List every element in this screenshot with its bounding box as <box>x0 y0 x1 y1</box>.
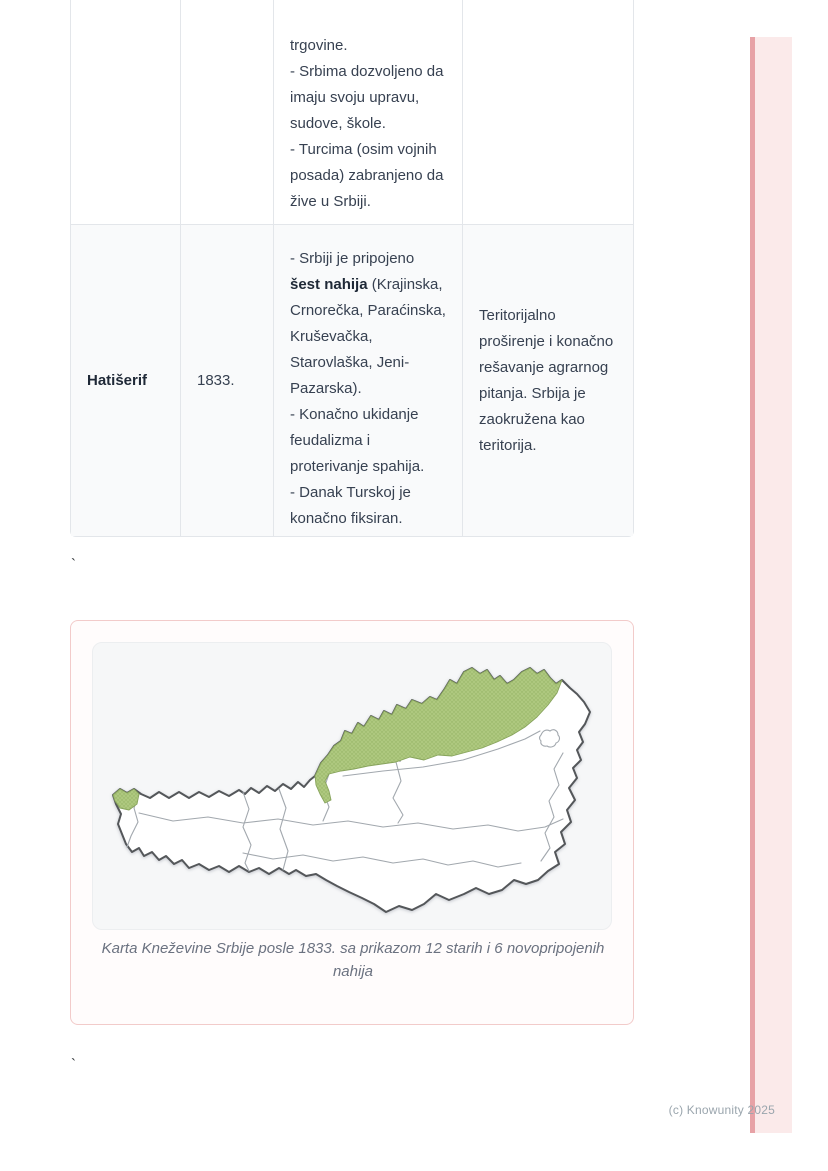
annotation-stripe <box>750 37 792 1133</box>
backtick-mark: ` <box>71 1056 76 1073</box>
map-image-card <box>92 642 612 930</box>
figure-caption: Karta Kneževine Srbije posle 1833. sa prikazom 12 starih i 6 novopripojenih nahija <box>101 940 605 980</box>
watermark-text: (c) Knowunity 2025 <box>668 1103 775 1117</box>
table-cell-significance <box>463 225 633 536</box>
table-cell-year <box>181 225 274 536</box>
event-name: Hatišerif <box>87 371 148 389</box>
table-cell-significance <box>463 0 633 225</box>
table-cell-name <box>71 0 181 225</box>
significance-text: Teritorijalno proširenje i konačno rešavanje agrarnog pitanja. Srbija je zaokružena kao teritorija. <box>479 306 614 454</box>
history-table <box>70 0 634 537</box>
details-text: - Srbiji je pripojeno šest nahija (Krajinska, Crnorečka, Paraćinska, Kruševačka, Starovlaška, Jeni- Pazarska). - Konačno ukidanje feudalizma i proterivanje spahija. - Danak Turskoj je konačno fiksiran. <box>290 250 446 527</box>
details-text: trgovine. - Srbima dozvoljeno da imaju svoju upravu, sudove, škole. - Turcima (osim vojnih posada) zabranjeno da žive u Srbiji. <box>290 37 444 210</box>
table-cell-name <box>71 225 181 536</box>
table-cell-details <box>274 225 463 536</box>
austria-outline-map <box>93 643 612 930</box>
backtick-mark: ` <box>71 556 76 573</box>
map-figure-box <box>70 620 634 1025</box>
table-cell-year <box>181 0 274 225</box>
table-cell-details <box>274 0 463 225</box>
country-shape <box>113 668 590 912</box>
event-year: 1833. <box>197 371 235 389</box>
